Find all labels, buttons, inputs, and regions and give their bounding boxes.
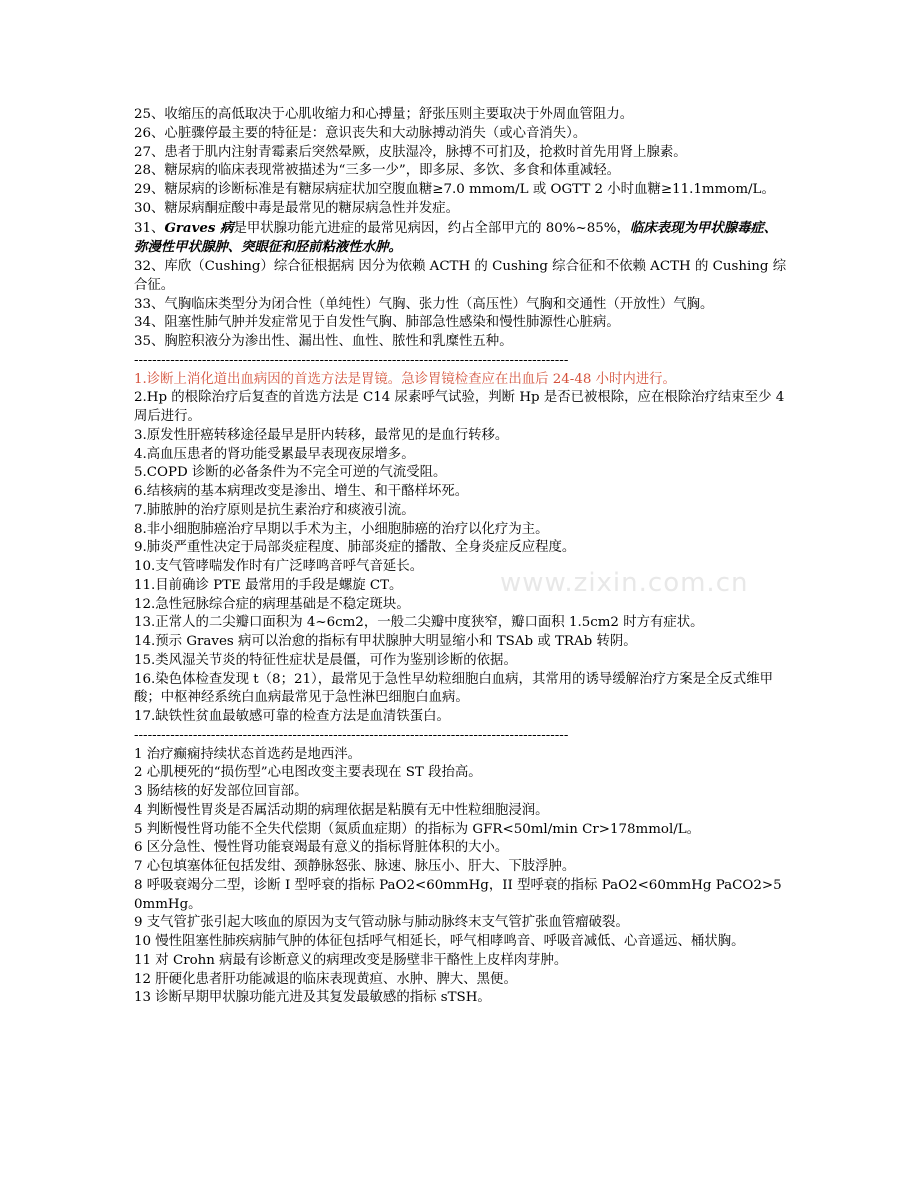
- list-item: 6.结核病的基本病理改变是渗出、增生、和干酪样坏死。: [134, 484, 469, 499]
- list-item: 28、糖尿病的临床表现常被描述为“三多一少”，即多尿、多饮、多食和体重减轻。: [134, 163, 621, 179]
- list-item: 2 心肌梗死的“损伤型”心电图改变主要表现在 ST 段抬高。: [134, 765, 482, 781]
- list-item: 9 支气管扩张引起大咳血的原因为支气管动脉与肺动脉终末支气管扩张血管瘤破裂。: [134, 915, 629, 931]
- list-item: 14.预示 Graves 病可以治愈的指标有甲状腺肿大明显缩小和 TSAb 或 TRAb 转阴。: [134, 634, 637, 649]
- list-item: 10 慢性阻塞性肺疾病肺气肿的体征包括呼气相延长，呼气相哮鸣音、呼吸音减低、心音遥远、桶状胸。: [134, 934, 745, 949]
- separator-line: ------------------------------------------------------------------------------------------------: [134, 352, 569, 368]
- document-body: [134, 106, 790, 1008]
- item-number: 31、: [134, 220, 165, 236]
- list-item: 6 区分急性、慢性肾功能衰竭最有意义的指标肾脏体积的大小。: [134, 840, 509, 856]
- separator-line: ------------------------------------------------------------------------------------------------: [134, 727, 569, 743]
- list-item: 27、患者于肌内注射青霉素后突然晕厥，皮肤湿冷，脉搏不可扪及，抢救时首先用肾上腺素。: [134, 144, 687, 160]
- list-item: 2.Hp 的根除治疗后复查的首选方法是 C14 尿素呼气试验，判断 Hp 是否已被根除，应在根除治疗结束至少 4 周后进行。: [134, 390, 785, 424]
- watermark: www.zixin.com.cn: [500, 568, 749, 598]
- list-item: 35、胸腔积液分为渗出性、漏出性、血性、脓性和乳糜性五种。: [134, 334, 513, 349]
- list-item: 17.缺铁性贫血最敏感可靠的检查方法是血清铁蛋白。: [134, 709, 450, 724]
- list-item: 11 对 Crohn 病最有诊断意义的病理改变是肠壁非干酪性上皮样肉芽肿。: [134, 952, 568, 968]
- item-text: 是甲状腺功能亢进症的最常见病因，约占全部甲亢的 80%~85%，: [233, 220, 630, 236]
- list-item: 33、气胸临床类型分为闭合性（单纯性）气胸、张力性（高压性）气胸和交通性（开放性）气胸。: [134, 296, 714, 312]
- list-item: 13.正常人的二尖瓣口面积为 4~6cm2，一般二尖瓣中度狭窄，瓣口面积 1.5cm2 时方有症状。: [134, 615, 704, 631]
- list-item: 3 肠结核的好发部位回盲部。: [134, 784, 308, 799]
- list-item: 12 肝硬化患者肝功能减退的临床表现黄疸、水肿、脾大、黑便。: [134, 971, 517, 987]
- list-item: 5.COPD 诊断的必备条件为不完全可逆的气流受阻。: [134, 465, 447, 481]
- list-item: 34、阻塞性肺气肿并发症常见于自发性气胸、肺部急性感染和慢性肺源性心脏病。: [134, 315, 620, 331]
- list-item: 29、糖尿病的诊断标准是有糖尿病症状加空腹血糖≥7.0 mmom/L 或 OGTT 2 小时血糖≥11.1mmom/L。: [134, 182, 775, 197]
- list-item: 4.高血压患者的肾功能受累最早表现夜尿增多。: [134, 446, 415, 462]
- section-2: [134, 371, 790, 727]
- list-item: 11.目前确诊 PTE 最常用的手段是螺旋 CT。: [134, 577, 403, 593]
- highlighted-item: 1.诊断上消化道出血病因的首选方法是胃镜。急诊胃镜检查应在出血后 24-48 小时内进行。: [134, 371, 676, 387]
- list-item: 7.肺脓肿的治疗原则是抗生素治疗和痰液引流。: [134, 502, 415, 518]
- list-item: 26、心脏骤停最主要的特征是：意识丧失和大动脉搏动消失（或心音消失）。: [134, 125, 587, 141]
- list-item: 7 心包填塞体征包括发绀、颈静脉怒张、脉速、脉压小、肝大、下肢浮肿。: [134, 859, 576, 874]
- list-item: 10.支气管哮喘发作时有广泛哮鸣音呼气音延长。: [134, 559, 424, 574]
- list-item: 5 判断慢性肾功能不全失代偿期（氮质血症期）的指标为 GFR<50ml/min Cr>178mmol/L。: [134, 821, 701, 837]
- list-item-graves: [134, 219, 790, 259]
- list-item: 9.肺炎严重性决定于局部炎症程度、肺部炎症的播散、全身炎症反应程度。: [134, 540, 576, 556]
- list-item: 8.非小细胞肺癌治疗早期以手术为主，小细胞肺癌的治疗以化疗为主。: [134, 521, 549, 537]
- list-item: 32、库欣（Cushing）综合征根据病 因分为依赖 ACTH 的 Cushing 综合征和不依赖 ACTH 的 Cushing 综合征。: [134, 259, 787, 293]
- list-item: 3.原发性肝癌转移途径最早是肝内转移，最常见的是血行转移。: [134, 427, 509, 443]
- section-1: [134, 106, 790, 352]
- list-item: 30、糖尿病酮症酸中毒是最常见的糖尿病急性并发症。: [134, 200, 460, 216]
- list-item: 25、收缩压的高低取决于心肌收缩力和心搏量；舒张压则主要取决于外周血管阻力。: [134, 107, 634, 122]
- list-item: 13 诊断早期甲状腺功能亢进及其复发最敏感的指标 sTSH。: [134, 990, 491, 1006]
- list-item: 12.急性冠脉综合症的病理基础是不稳定斑块。: [134, 596, 410, 612]
- emphasized-text: 临床表现为甲状腺毒症、弥漫性甲状腺肿、突眼征和胫前粘液性水肿。: [134, 219, 778, 256]
- graves-term: Graves 病: [164, 219, 234, 236]
- list-item: 4 判断慢性胃炎是否属活动期的病理依据是粘膜有无中性粒细胞浸润。: [134, 802, 549, 818]
- list-item: 15.类风湿关节炎的特征性症状是晨僵，可作为鉴别诊断的依据。: [134, 652, 517, 668]
- list-item: 1 治疗癫痫持续状态首选药是地西泮。: [134, 746, 362, 762]
- list-item: 8 呼吸衰竭分二型，诊断 I 型呼衰的指标 PaO2<60mmHg，II 型呼衰的指标 PaO2<60mmHg PaCO2>50mmHg。: [134, 877, 782, 912]
- list-item: 16.染色体检查发现 t（8；21），最常见于急性早幼粒细胞白血病，其常用的诱导缓解治疗方案是全反式维甲酸；中枢神经系统白血病最常见于急性淋巴细胞白血病。: [134, 671, 773, 706]
- section-3: [134, 746, 790, 1009]
